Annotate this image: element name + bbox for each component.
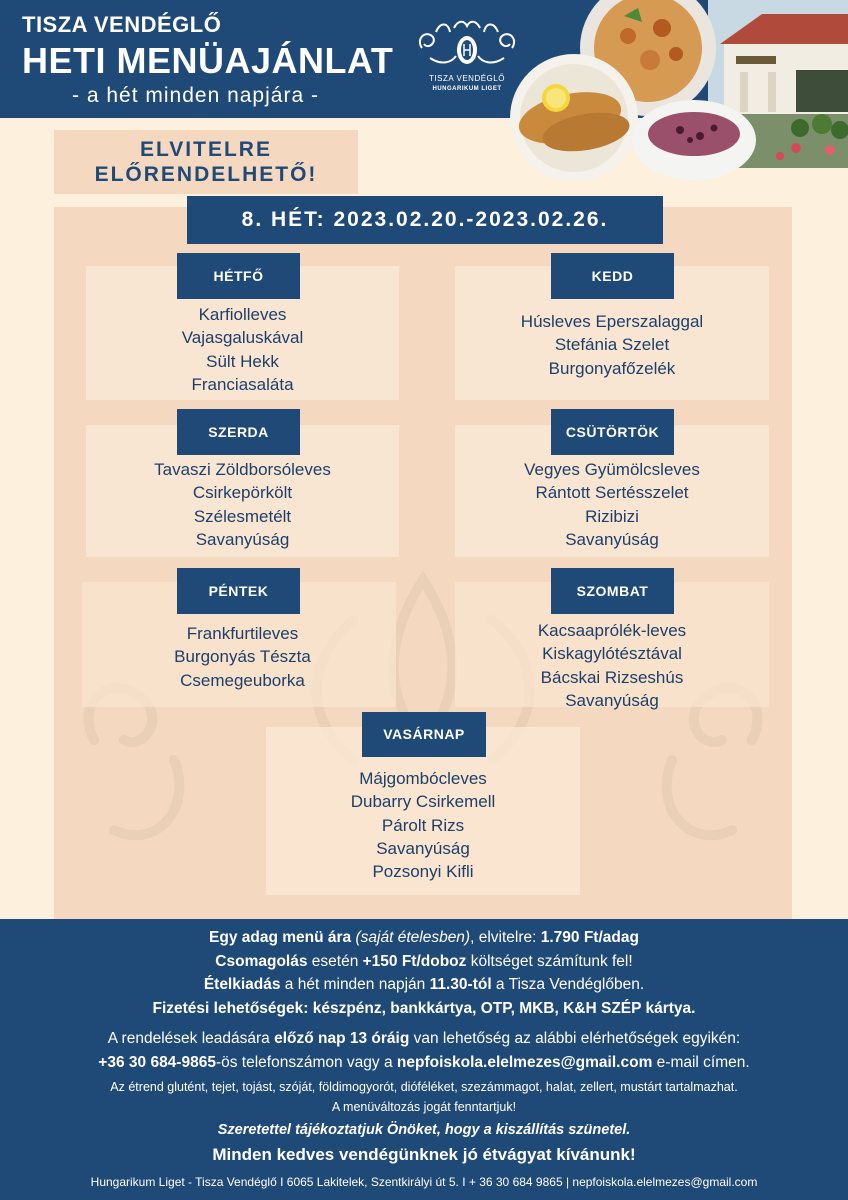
dish-item: Csirkepörkölt <box>192 483 293 503</box>
page-subtitle: - a hét minden napjára - <box>72 84 319 107</box>
packaging-connector: esetén <box>307 953 363 970</box>
order-line <box>0 1030 848 1048</box>
contact-line <box>0 1054 848 1072</box>
day-tab-sunday: VASÁRNAP <box>362 712 486 757</box>
packaging-line <box>0 953 848 971</box>
day-tab-wednesday: SZERDA <box>177 409 300 455</box>
serving-place: a Tisza Vendéglőben. <box>491 976 645 993</box>
fruit-soup-photo <box>632 100 756 180</box>
serving-line <box>0 976 848 994</box>
price-connector: , elvitelre: <box>470 929 541 946</box>
email-note: e-mail címen. <box>652 1054 750 1071</box>
dish-list-friday <box>86 622 399 692</box>
dish-item: Stefánia Szelet <box>554 335 670 355</box>
dish-item: Vegyes Gyümölcsleves <box>524 460 700 479</box>
dish-item: Csemegeuborka <box>180 670 305 690</box>
dish-item: Rizibizi <box>585 506 639 526</box>
dish-item: Savanyúság <box>195 529 290 549</box>
packaging-note: költséget számítunk fel! <box>466 953 633 970</box>
dish-item: Májgombócleves <box>359 769 487 788</box>
dish-item: Burgonyafőzelék <box>548 358 676 378</box>
allergen-notice: Az étrend glutént, tejet, tojást, szóját, földimogyorót, dióféléket, szezámmagot, halat, zellert, mustárt tartalmazhat. <box>110 1080 738 1094</box>
takeaway-badge <box>54 130 358 194</box>
week-banner: 8. HÉT: 2023.02.20.-2023.02.26. <box>187 196 663 244</box>
dish-item: Húsleves Eperszalaggal <box>520 312 704 331</box>
dish-item: Bácskai Rizseshús <box>540 667 684 687</box>
dish-list-monday <box>86 303 399 396</box>
day-tab-monday: HÉTFŐ <box>177 253 300 299</box>
dish-item: Vajasgaluskával <box>181 328 304 348</box>
day-tab-saturday: SZOMBAT <box>551 568 674 614</box>
dish-list-sunday <box>266 767 580 883</box>
order-note: van lehetőség az alábbi elérhetőségek egyikén: <box>409 1030 741 1047</box>
dish-item: Párolt Rizs <box>381 815 465 835</box>
serving-label: Ételkiadás <box>203 976 281 993</box>
phone-connector: -ös telefonszámon vagy a <box>215 1054 397 1071</box>
dish-item: Karfiolleves <box>198 305 287 324</box>
serving-connector: a hét minden napján <box>280 976 430 993</box>
dish-item: Franciasaláta <box>191 374 294 394</box>
day-tab-friday: PÉNTEK <box>177 568 300 614</box>
dish-list-saturday <box>455 619 769 712</box>
order-deadline: előző nap 13 óráig <box>274 1030 410 1047</box>
logo-subtitle: HUNGARIKUM LIGET <box>432 86 502 92</box>
dish-item: Burgonyás Tészta <box>174 647 311 667</box>
takeaway-line-1: ELVITELRE <box>140 138 272 161</box>
logo-name: TISZA VENDÉGLŐ <box>429 74 505 83</box>
info-footer <box>0 919 848 1200</box>
dish-item: Kacsaaprólék-leves <box>537 621 687 640</box>
packaging-label: Csomagolás <box>215 953 308 970</box>
dish-item: Frankfurtileves <box>186 624 299 643</box>
dish-item: Kiskagylótésztával <box>542 644 682 664</box>
contact-footer: Hungarikum Liget - Tisza Vendéglő I 6065 Lakitelek, Szentkirályi út 5. I + 36 30 684 9865 | nepfoiskola.elelmezes@gmail.com <box>90 1175 758 1189</box>
delivery-notice: Szeretettel tájékoztatjuk Önöket, hogy a kiszállítás szünetel. <box>217 1122 631 1138</box>
day-tab-tuesday: KEDD <box>551 253 674 299</box>
takeaway-line-2: ELŐRENDELHETŐ! <box>94 163 318 186</box>
phone-number: +36 30 684-9865 <box>98 1054 216 1071</box>
payment-line: Fizetési lehetőségek: készpénz, bankkártya, OTP, MKB, K&H SZÉP kártya. <box>152 1000 696 1017</box>
price-note: (saját ételesben) <box>355 929 471 946</box>
dish-item: Dubarry Csirkemell <box>350 792 496 812</box>
dish-list-thursday <box>455 458 769 551</box>
dish-item: Sült Hekk <box>206 351 279 371</box>
dish-item: Pozsonyi Kifli <box>372 862 474 882</box>
brand-name: TISZA VENDÉGLŐ <box>22 12 222 37</box>
fried-fish-photo <box>510 54 638 180</box>
dish-list-tuesday <box>455 310 769 380</box>
page-title: HETI MENÜAJÁNLAT <box>22 40 394 81</box>
dish-item: Szélesmetélt <box>193 506 292 526</box>
price-value: 1.790 Ft/adag <box>540 929 639 946</box>
dish-item: Tavaszi Zöldborsóleves <box>154 460 331 479</box>
packaging-fee: +150 Ft/doboz <box>362 953 467 970</box>
dish-item: Savanyúság <box>376 838 470 858</box>
order-intro: A rendelések leadására <box>107 1030 275 1047</box>
serving-time: 11.30-tól <box>429 976 492 993</box>
change-notice: A menüváltozás jogát fenntartjuk! <box>331 1100 517 1114</box>
price-line <box>0 929 848 947</box>
dish-item: Savanyúság <box>565 690 659 710</box>
dish-item: Rántott Sertésszelet <box>535 483 689 503</box>
dish-list-wednesday <box>86 458 399 551</box>
email-address: nepfoiskola.elelmezes@gmail.com <box>396 1054 653 1071</box>
dish-item: Savanyúság <box>565 529 659 549</box>
price-label: Egy adag menü ára <box>209 929 356 946</box>
day-tab-thursday: CSÜTÖRTÖK <box>551 409 674 455</box>
wish-line: Minden kedves vendégünknek jó étvágyat kívánunk! <box>212 1145 636 1164</box>
food-photo-collage <box>500 0 848 180</box>
